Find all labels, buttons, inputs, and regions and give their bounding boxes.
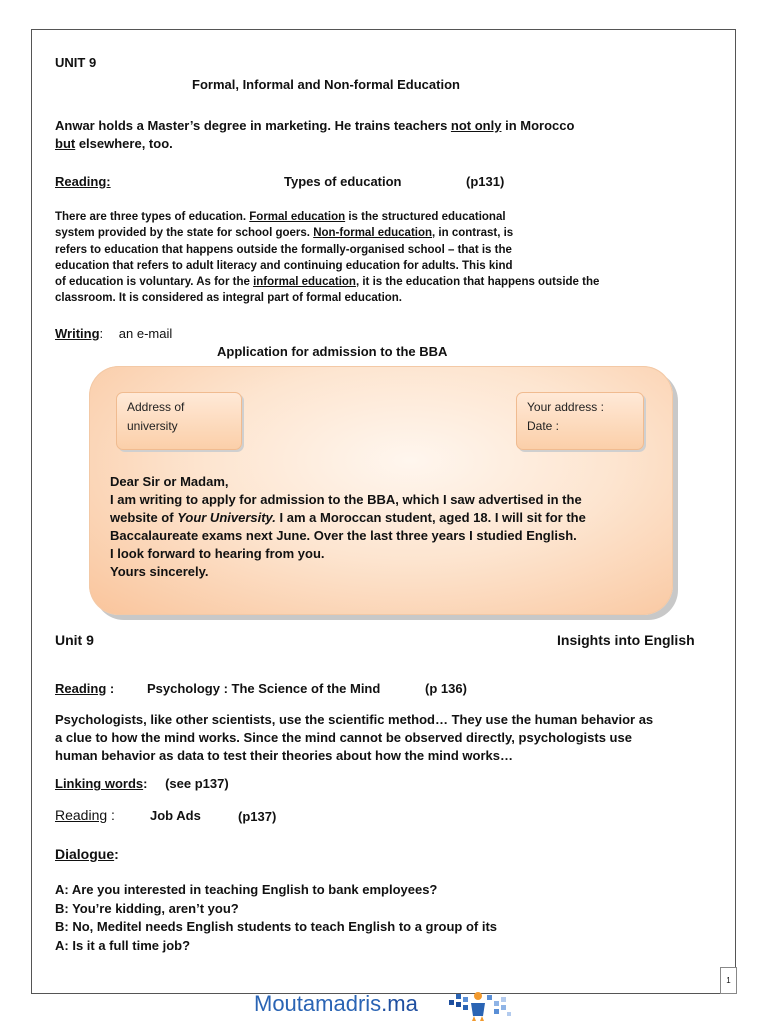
letter-text: I am a Moroccan student, aged 18. I will sit for the: [275, 510, 586, 525]
date-line: Date :: [527, 419, 560, 433]
letter-line: Baccalaureate exams next June. Over the last three years I studied English.: [110, 528, 577, 543]
reading2-title: Psychology : The Science of the Mind: [147, 681, 381, 696]
para-text: , in contrast, is: [432, 227, 514, 240]
dialogue-lines: [55, 881, 497, 955]
writing-label: Writing: [55, 326, 100, 341]
writing-colon: :: [99, 326, 104, 341]
logo-name: Moutamadris: [254, 991, 382, 1016]
university-address-box: [116, 392, 242, 450]
dialogue-colon: :: [114, 846, 119, 862]
address-line: Your address :: [527, 400, 604, 414]
reading2-page-ref: (p 136): [425, 681, 467, 696]
para-term: Formal education: [249, 211, 346, 223]
para-line: classroom. It is considered as integral part of formal education.: [55, 292, 403, 305]
reading3-page-ref: (p137): [238, 809, 277, 824]
dialogue-line: A: Is it a full time job?: [55, 937, 191, 953]
letter-body: [110, 473, 586, 581]
address-line: Address of: [127, 400, 185, 414]
reading-paragraph: [55, 209, 599, 307]
reading3-label: Reading: [55, 807, 108, 823]
para-line: human behavior as data to test their theories about how the mind works…: [55, 748, 513, 763]
dialogue-line: B: You’re kidding, aren’t you?: [55, 900, 239, 916]
intro-text: elsewhere, too.: [75, 136, 173, 151]
dialogue-header: [55, 846, 119, 862]
address-line: university: [127, 419, 178, 433]
reading-label: Reading:: [55, 174, 111, 189]
letter-italic: Your University.: [177, 510, 276, 525]
sender-address-box: [516, 392, 644, 450]
reading-title: Types of education: [284, 174, 402, 189]
linking-label: Linking words: [55, 776, 144, 791]
letter-salutation: Dear Sir or Madam,: [110, 474, 229, 489]
intro-underlined: but: [55, 136, 76, 151]
para-text: is the structured educational: [345, 211, 506, 223]
dialogue-label: Dialogue: [55, 846, 115, 862]
linking-words: [55, 776, 229, 791]
para-line: Psychologists, like other scientists, use the scientific method… They use the human behavior as: [55, 712, 654, 727]
para-line: a clue to how the mind works. Since the mind cannot be observed directly, psychologists use: [55, 730, 632, 745]
letter-line: I look forward to hearing from you.: [110, 546, 325, 561]
page-number: 1: [720, 967, 737, 994]
letter-text: website of: [110, 510, 178, 525]
page-title: Formal, Informal and Non-formal Education: [192, 77, 460, 92]
reading2-header: [55, 681, 114, 696]
dialogue-line: B: No, Meditel needs English students to teach English to a group of its: [55, 919, 498, 934]
writing-task: an e-mail: [118, 326, 173, 341]
unit-heading: Unit 9: [55, 632, 94, 648]
para-text: system provided by the state for school goers.: [55, 227, 314, 240]
reading3-colon: :: [107, 807, 115, 823]
reading3-title: Job Ads: [150, 808, 201, 823]
para-text: There are three types of education.: [55, 211, 250, 223]
unit-label: UNIT 9: [55, 55, 97, 70]
dialogue-line: A: Are you interested in teaching English to bank employees?: [55, 882, 438, 897]
intro-line-2: [55, 136, 173, 151]
reading2-label: Reading: [55, 681, 107, 696]
book-title: Insights into English: [557, 632, 695, 648]
letter-closing: Yours sincerely.: [110, 564, 209, 579]
para-line: refers to education that happens outside the formally-organised school – that is the: [55, 243, 512, 256]
intro-underlined: not only: [450, 118, 502, 133]
para-term: informal education: [253, 276, 356, 289]
para-term: Non-formal education: [313, 227, 433, 240]
writing-section: [55, 326, 172, 341]
logo-mark-icon: [447, 990, 513, 1022]
linking-colon: :: [143, 776, 148, 791]
logo-tld: .ma: [381, 991, 418, 1016]
para-text: of education is voluntary. As for the: [55, 276, 254, 289]
intro-text: Anwar holds a Master’s degree in marketing. He trains teachers: [55, 118, 451, 133]
writing-heading: Application for admission to the BBA: [217, 344, 448, 359]
para-line: education that refers to adult literacy and continuing education for adults. This kind: [55, 259, 513, 272]
letter-line: I am writing to apply for admission to the BBA, which I saw advertised in the: [110, 492, 582, 507]
reading3-header: [55, 807, 115, 823]
intro-text: in Morocco: [501, 118, 575, 133]
reading-page-ref: (p131): [466, 174, 505, 189]
reading2-colon: :: [106, 681, 115, 696]
site-logo: [254, 991, 418, 1017]
intro-line-1: [55, 118, 574, 133]
linking-ref: (see p137): [165, 776, 229, 791]
reading2-paragraph: [55, 711, 653, 765]
para-text: , it is the education that happens outside the: [355, 276, 600, 289]
